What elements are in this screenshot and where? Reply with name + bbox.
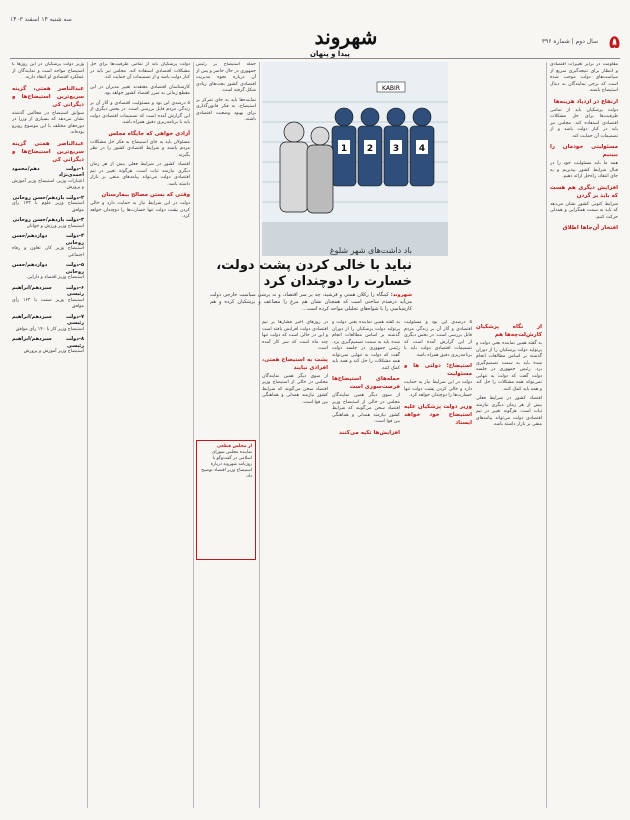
right-subheading: مسئولیتی خودمان را ببینیم [550,144,618,158]
list-item: ۱-دولت دهم/محمود احمدی‌نژاد اعتبارات وزیر، استیضاح وزیر آموزش و پرورش [12,165,84,190]
article-column-2 [332,320,400,810]
body-subheading: از نگاه پزشکیان کارش‌لت‌چه‌ها هم [476,324,542,338]
column-rule [546,62,547,808]
sidebar-box-title: از مجلس قطعی [216,444,252,449]
masthead [10,10,620,59]
mid-text3: مسئولان باید به جای استیضاح به فکر حل مشکلات مردم باشند و شرایط اقتصادی کشور را در نظر بگیرند. [90,139,190,158]
mid-text2: کارشناسان اقتصادی معتقدند تغییر مدیران در این مقطع زمانی به ضرر اقتصاد کشور خواهد بود. [90,84,190,96]
right-text: همه ما باید مسئولیت خود را در قبال شرایط کشور بپذیریم و به جای انتقاد، راه‌حل ارائه دهیم. [550,161,618,179]
mid2-text: حمله استیضاح بر رئیس جمهوری در حال حاضر و پس از آن درباره نحوه مدیریت اقتصادی کشور بحث‌های زیادی شکل گرفته است. [196,62,256,93]
suspect-number: 3 [392,144,400,154]
suspect-number: 2 [366,144,374,154]
article-headline: نباید با خالی کردن پشت دولت، خسارت را دوچندان کرد [216,258,412,289]
lead-label: شهروند: [390,292,412,298]
issue-date: سه شنبه ۱۴ اسفند ۱۴۰۳ [10,16,72,23]
mid-text5: دولت در این شرایط نیاز به حمایت دارد و خالی کردن پشت دولت تنها خسارت‌ها را دوچندان خواهد کرد. [90,201,190,219]
middle-column [90,62,190,810]
list-item: ۲-دولت یازدهم/حسن روحانی استیضاح وزیر علوم با ۱۴۳ رأی موافق [12,194,84,213]
body-subheading: وزیر دولت پزشکیان علیه استیضاح خود خواهد ایستاد [404,403,472,426]
left-subheading2: عبدالناصر همتی گزینه سریع‌ترین استیضاح‌ها و دیگرانی کی [12,140,84,163]
list-item: ۴-دولت دوازدهم/حسن روحانی استیضاح وزیر کار، تعاون و رفاه اجتماعی [12,233,84,258]
left-column-text2: سوابق استیضاح در مجالس گذشته نشان می‌دهد که بسیاری از وزرا در دوره‌های مختلف با این موضوع روبرو بوده‌اند. [12,110,84,135]
body-text: از سوی دیگر همین نمایندگان مجلس در حالی از استیضاح وزیر اقتصاد سخن می‌گویند که شرایط کشور نیازمند همدلی و هماهنگی بین قوا است. [332,393,400,424]
right-subheading: ارتفاع در ازدیاد هزینه‌ها [553,98,618,105]
right-column [550,62,618,810]
body-subheading: پشت به استیضاح همتی، افرادی نبایند [262,356,328,371]
article-column-3 [404,320,472,810]
middle-column-2 [196,62,256,434]
body-text: ۵ درصدی این بود و مسئولیت اقتصادی و آثار آن بر زندگی مردم قابل بررسی است. در بخش دیگری از این گزارش آمده است که تصمیمات اقتصادی دولت باید با برنامه‌ریزی دقیق همراه باشد. [404,320,472,358]
suspect-number: 4 [418,144,426,154]
list-item: ۷-دولت سیزدهم/ابراهیم رئیسی استیضاح وزیر کار با ۱۴۰ رأی موافق [12,313,84,332]
impeachment-list [12,166,84,356]
mid2-text2: نماینده‌ها باید به جای تمرکز بر استیضاح، به فکر قانون‌گذاری برای بهبود وضعیت اقتصادی باشند. [196,97,256,122]
body-text: در روزهای اخیر فشارها بر تیم اقتصادی دولت افزایش یافته است و این در حالی است که دولت تنها چند ماه است که سر کار آمده است. [262,320,328,351]
sidebar-box-text: نماینده مجلس شورای اسلامی در گفت‌وگو با روزنامه شهروند درباره استیضاح وزیر اقتصاد توضیح داد. [201,450,252,479]
article-lead [210,292,412,313]
column-rule [193,62,194,808]
right-text: دولت پزشکیان باید از تمامی ظرفیت‌ها برای حل مشکلات اقتصادی استفاده کند. مجلس نیز باید در کنار دولت باشد و از تصمیمات آن حمایت کند. [550,107,618,139]
issue-number: سال دوم | شماره ۳۹۶ [541,38,598,45]
article-column-4 [476,320,542,810]
left-column-text: وزیر دولت پزشکیان در این روزها با استیضاح مواجه است و نمایندگان از عملکرد اقتصادی او انتقاد دارند. [12,62,84,80]
body-subheading: افزایش‌ها تکیه می‌کنند [338,429,400,436]
left-column [12,62,84,810]
lead-text: کینگاه را رکلان همتی و فرشید، چه بر سر اقتصاد، و نه پرشی سیاست خارجی دولت می‌آید درصدم ساختی است که همچنان نشان هم مرغ را مضاعف و پزشکیان کرده و هم کارشناسی را با شواه‌های تحلیلی مواجه کرده است... [210,292,412,312]
body-text: به گفته همین نماینده یعنی دولت و پرتولید دولت پزشکیان را از دوران گذشته بر اساس مطالعات انجام شده باید به سمت تصمیم‌گیری برد. رئیس جمهوری در جلسه دولت گفت که دولت به تنهایی نمی‌تواند همه مشکلات را حل کند و همه باید کمک کنند. [476,341,542,392]
column-rule [87,62,88,808]
list-item: ۸-دولت سیزدهم/ابراهیم رئیسی استیضاح وزیر آموزش و پرورش [12,336,84,354]
suspect-number: 1 [340,144,348,154]
list-item: ۳-دولت یازدهم/حسن روحانی استیضاح وزیر ورزش و جوانان [12,217,84,229]
right-text: مقاومت در برابر تغییرات اقتصادی و انتظار برای نتیجه‌گیری سریع از سیاست‌های دولت موجب شده است که برخی نمایندگان به دنبال استیضاح باشند. [550,62,618,93]
body-text: از سوی دیگر همین نمایندگان مجلس در حالی از استیضاح وزیر اقتصاد سخن می‌گویند که شرایط کشور نیازمند همدلی و هماهنگی بین قوا است. [262,373,328,405]
mid-text: دولت پزشکیان باید از تمامی ظرفیت‌ها برای حل مشکلات اقتصادی استفاده کند. مجلس نیز باید در کنار دولت باشد و از تصمیمات آن حمایت کند. [90,62,190,80]
svg-text:شهروند: شهروند [314,25,378,49]
list-item: ۶-دولت سیزدهم/ابراهیم رئیسی استیضاح وزیر صمت با ۱۶۲ رأی موافق [12,284,84,309]
body-text: دولت در این شرایط نیاز به حمایت دارد و خالی کردن پشت دولت تنها خسارت‌ها را دوچندان خواهد کرد. [404,380,472,398]
article-column-1 [262,320,328,810]
right-subheading: افتخار آن‌جا‌ها اطلاق [562,225,618,231]
page-number: ۵ [609,32,620,53]
sidebar-box [196,440,256,560]
body-text: به گفته همین نماینده یعنی دولت و پرتولید دولت پزشکیان را از دوران گذشته بر اساس مطالعات انجام شده باید به سمت تصمیم‌گیری برد. رئیس جمهوری در جلسه دولت گفت که دولت به تنهایی نمی‌تواند همه مشکلات را حل کند و همه باید کمک کنند. [332,320,400,371]
mid-text4: اقتصاد کشور در شرایط فعلی بیش از هر زمان دیگری نیازمند ثبات است. هرگونه تغییر در تیم اقتصادی دولت می‌تواند پیامدهای منفی بر بازار داشته باشد. [90,162,190,187]
mid-subheading: آزادی خواهی که جایگاه مجلس [108,130,190,137]
article-kicker: باد داشت‌های شهر شلوغ [329,246,412,255]
editorial-cartoon [262,62,448,256]
cartoon-sign: KABIR [382,85,400,92]
body-text: اقتصاد کشور در شرایط فعلی بیش از هر زمان دیگری نیازمند ثبات است. هرگونه تغییر در تیم اقتصادی دولت می‌تواند پیامدهای منفی بر بازار داشته باشد. [476,396,542,427]
body-subheading: حمله‌های استیضاح‌ها فرصت‌سوزی است [332,376,400,390]
left-subheading: عبدالناصر همتی، گزینه سریع‌ترین استیضاح‌ها و دیگرانی کی [12,85,84,108]
section-name: پیدا و پنهان [310,50,350,58]
list-item: ۵-دولت دوازدهم/حسن روحانی استیضاح وزیر اقتصاد و دارایی [12,262,84,280]
right-text: شرایط کنونی کشور نشان می‌دهد که باید به سمت همگرایی و همدلی حرکت کنیم. [550,201,618,220]
mid-subheading2: وقتی که بستن مصالح بیمارستان [101,192,190,198]
column-rule [259,62,260,808]
body-subheading: استیضاح؛ دولتی ها و مسئولیت [404,363,472,377]
right-subheading: افزایش دیگری هم هست که باید بر گردن [550,184,618,199]
mid-text-repeat: ۵ درصدی این بود و مسئولیت اقتصادی و آثار آن بر زندگی مردم قابل بررسی است. در بخش دیگری از این گزارش آمده است که تصمیمات اقتصادی دولت باید با برنامه‌ریزی دقیق همراه باشد. [90,100,190,125]
